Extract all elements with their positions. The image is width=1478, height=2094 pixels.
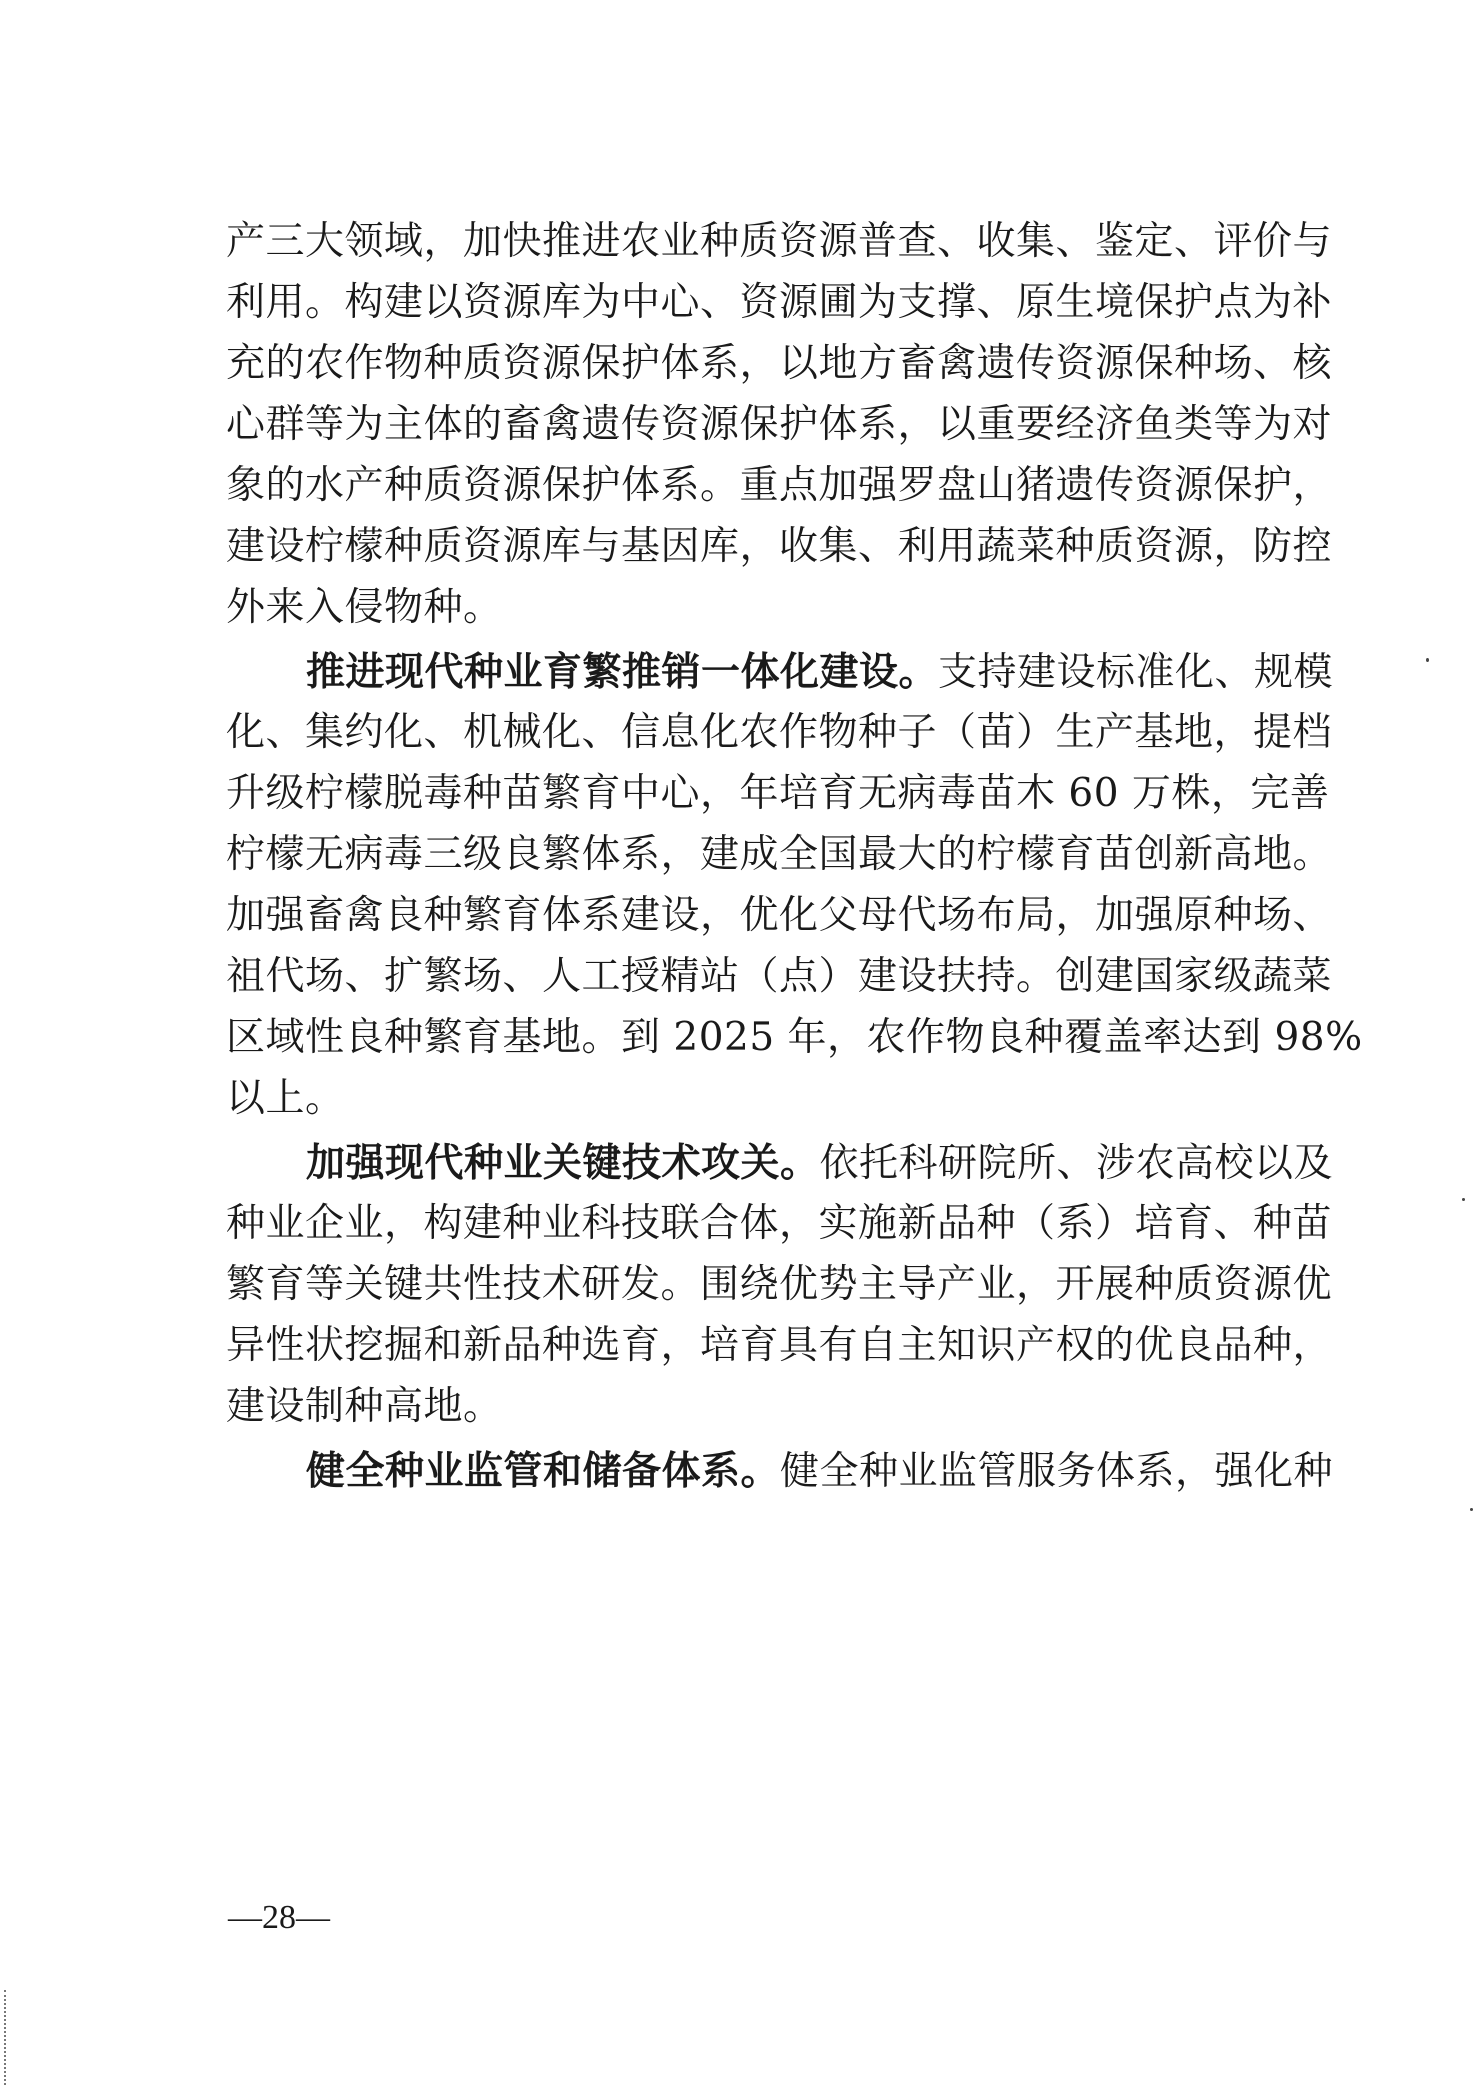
- text-line: 建设柠檬种质资源库与基因库，收集、利用蔬菜种质资源，防控: [226, 524, 1333, 569]
- paragraph-text: 支持建设标准化、规模: [938, 650, 1334, 695]
- paragraph-first-line: [306, 1139, 1334, 1188]
- text-line: 充的农作物种质资源保护体系，以地方畜禽遗传资源保种场、核: [226, 341, 1333, 386]
- text-line: 心群等为主体的畜禽遗传资源保护体系，以重要经济鱼类等为对: [226, 402, 1333, 447]
- text-line: 建设制种高地。: [226, 1384, 503, 1429]
- scan-speck: [1426, 658, 1429, 662]
- scan-speck: [1462, 1198, 1465, 1201]
- paragraph-heading: 加强现代种业关键技术攻关。: [306, 1140, 820, 1186]
- scan-speck: [1470, 1508, 1473, 1511]
- text-line: 产三大领域，加快推进农业种质资源普查、收集、鉴定、评价与: [226, 219, 1333, 264]
- text-line: 加强畜禽良种繁育体系建设，优化父母代场布局，加强原种场、: [226, 893, 1333, 938]
- text-line: 象的水产种质资源保护体系。重点加强罗盘山猪遗传资源保护，: [226, 463, 1333, 508]
- text-line: 升级柠檬脱毒种苗繁育中心，年培育无病毒苗木 60 万株，完善: [226, 771, 1330, 816]
- text-line: 柠檬无病毒三级良繁体系，建成全国最大的柠檬育苗创新高地。: [226, 832, 1333, 877]
- text-line: 以上。: [226, 1076, 345, 1121]
- text-line: 种业企业，构建种业科技联合体，实施新品种（系）培育、种苗: [226, 1201, 1333, 1246]
- paragraph-heading: 健全种业监管和储备体系。: [306, 1448, 781, 1494]
- paragraph-heading: 推进现代种业育繁推销一体化建设。: [306, 649, 939, 695]
- paragraph-text: 依托科研院所、涉农高校以及: [819, 1141, 1334, 1186]
- scan-margin-dots: [4, 1990, 9, 2085]
- text-line: 祖代场、扩繁场、人工授精站（点）建设扶持。创建国家级蔬菜: [226, 954, 1333, 999]
- paragraph-first-line: [306, 648, 1334, 697]
- text-line: 外来入侵物种。: [226, 585, 503, 630]
- text-line: 异性状挖掘和新品种选育，培育具有自主知识产权的优良品种，: [226, 1323, 1333, 1368]
- text-line: 化、集约化、机械化、信息化农作物种子（苗）生产基地，提档: [226, 710, 1333, 755]
- text-line: 繁育等关键共性技术研发。围绕优势主导产业，开展种质资源优: [226, 1262, 1333, 1307]
- text-line: 区域性良种繁育基地。到 2025 年，农作物良种覆盖率达到 98%: [226, 1015, 1363, 1060]
- text-line: 利用。构建以资源库为中心、资源圃为支撑、原生境保护点为补: [226, 280, 1333, 325]
- page-number: —28—: [228, 1899, 330, 1936]
- paragraph-text: 健全种业监管服务体系，强化种: [780, 1449, 1334, 1494]
- paragraph-first-line: [306, 1447, 1334, 1496]
